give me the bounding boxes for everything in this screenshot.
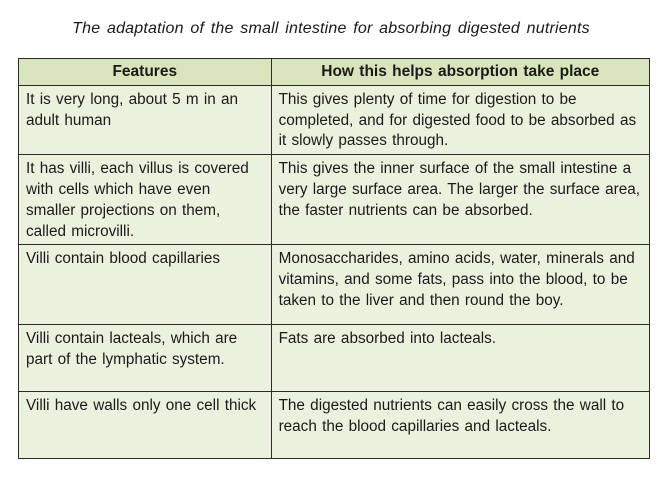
explanation-cell: Monosaccharides, amino acids, water, minerals and vitamins, and some fats, pass into the blood, to be taken to the liver and then round the boy. <box>271 245 649 325</box>
explanation-cell: This gives the inner surface of the small intestine a very large surface area. The larger the surface area, the faster nutrients can be absorbed. <box>271 155 649 245</box>
table-row <box>19 85 650 154</box>
table-row <box>19 392 650 459</box>
feature-cell: Villi contain lacteals, which are part of the lymphatic system. <box>19 325 272 392</box>
table-row <box>19 245 650 325</box>
explanation-cell: Fats are absorbed into lacteals. <box>271 325 649 392</box>
table-caption: The adaptation of the small intestine for absorbing digested nutrients <box>72 20 590 37</box>
feature-cell: It has villi, each villus is covered with cells which have even smaller projections on them, called microvilli. <box>19 155 272 245</box>
feature-cell: It is very long, about 5 m in an adult human <box>19 85 272 154</box>
feature-cell: Villi have walls only one cell thick <box>19 392 272 459</box>
table-header-row <box>19 59 650 86</box>
feature-cell: Villi contain blood capillaries <box>19 245 272 325</box>
table-row <box>19 325 650 392</box>
adaptations-table <box>18 58 650 459</box>
header-how-it-helps: How this helps absorption take place <box>271 59 649 86</box>
explanation-cell: This gives plenty of time for digestion to be completed, and for digested food to be absorbed as it slowly passes through. <box>271 85 649 154</box>
header-features: Features <box>19 59 272 86</box>
table-row <box>19 155 650 245</box>
explanation-cell: The digested nutrients can easily cross the wall to reach the blood capillaries and lacteals. <box>271 392 649 459</box>
